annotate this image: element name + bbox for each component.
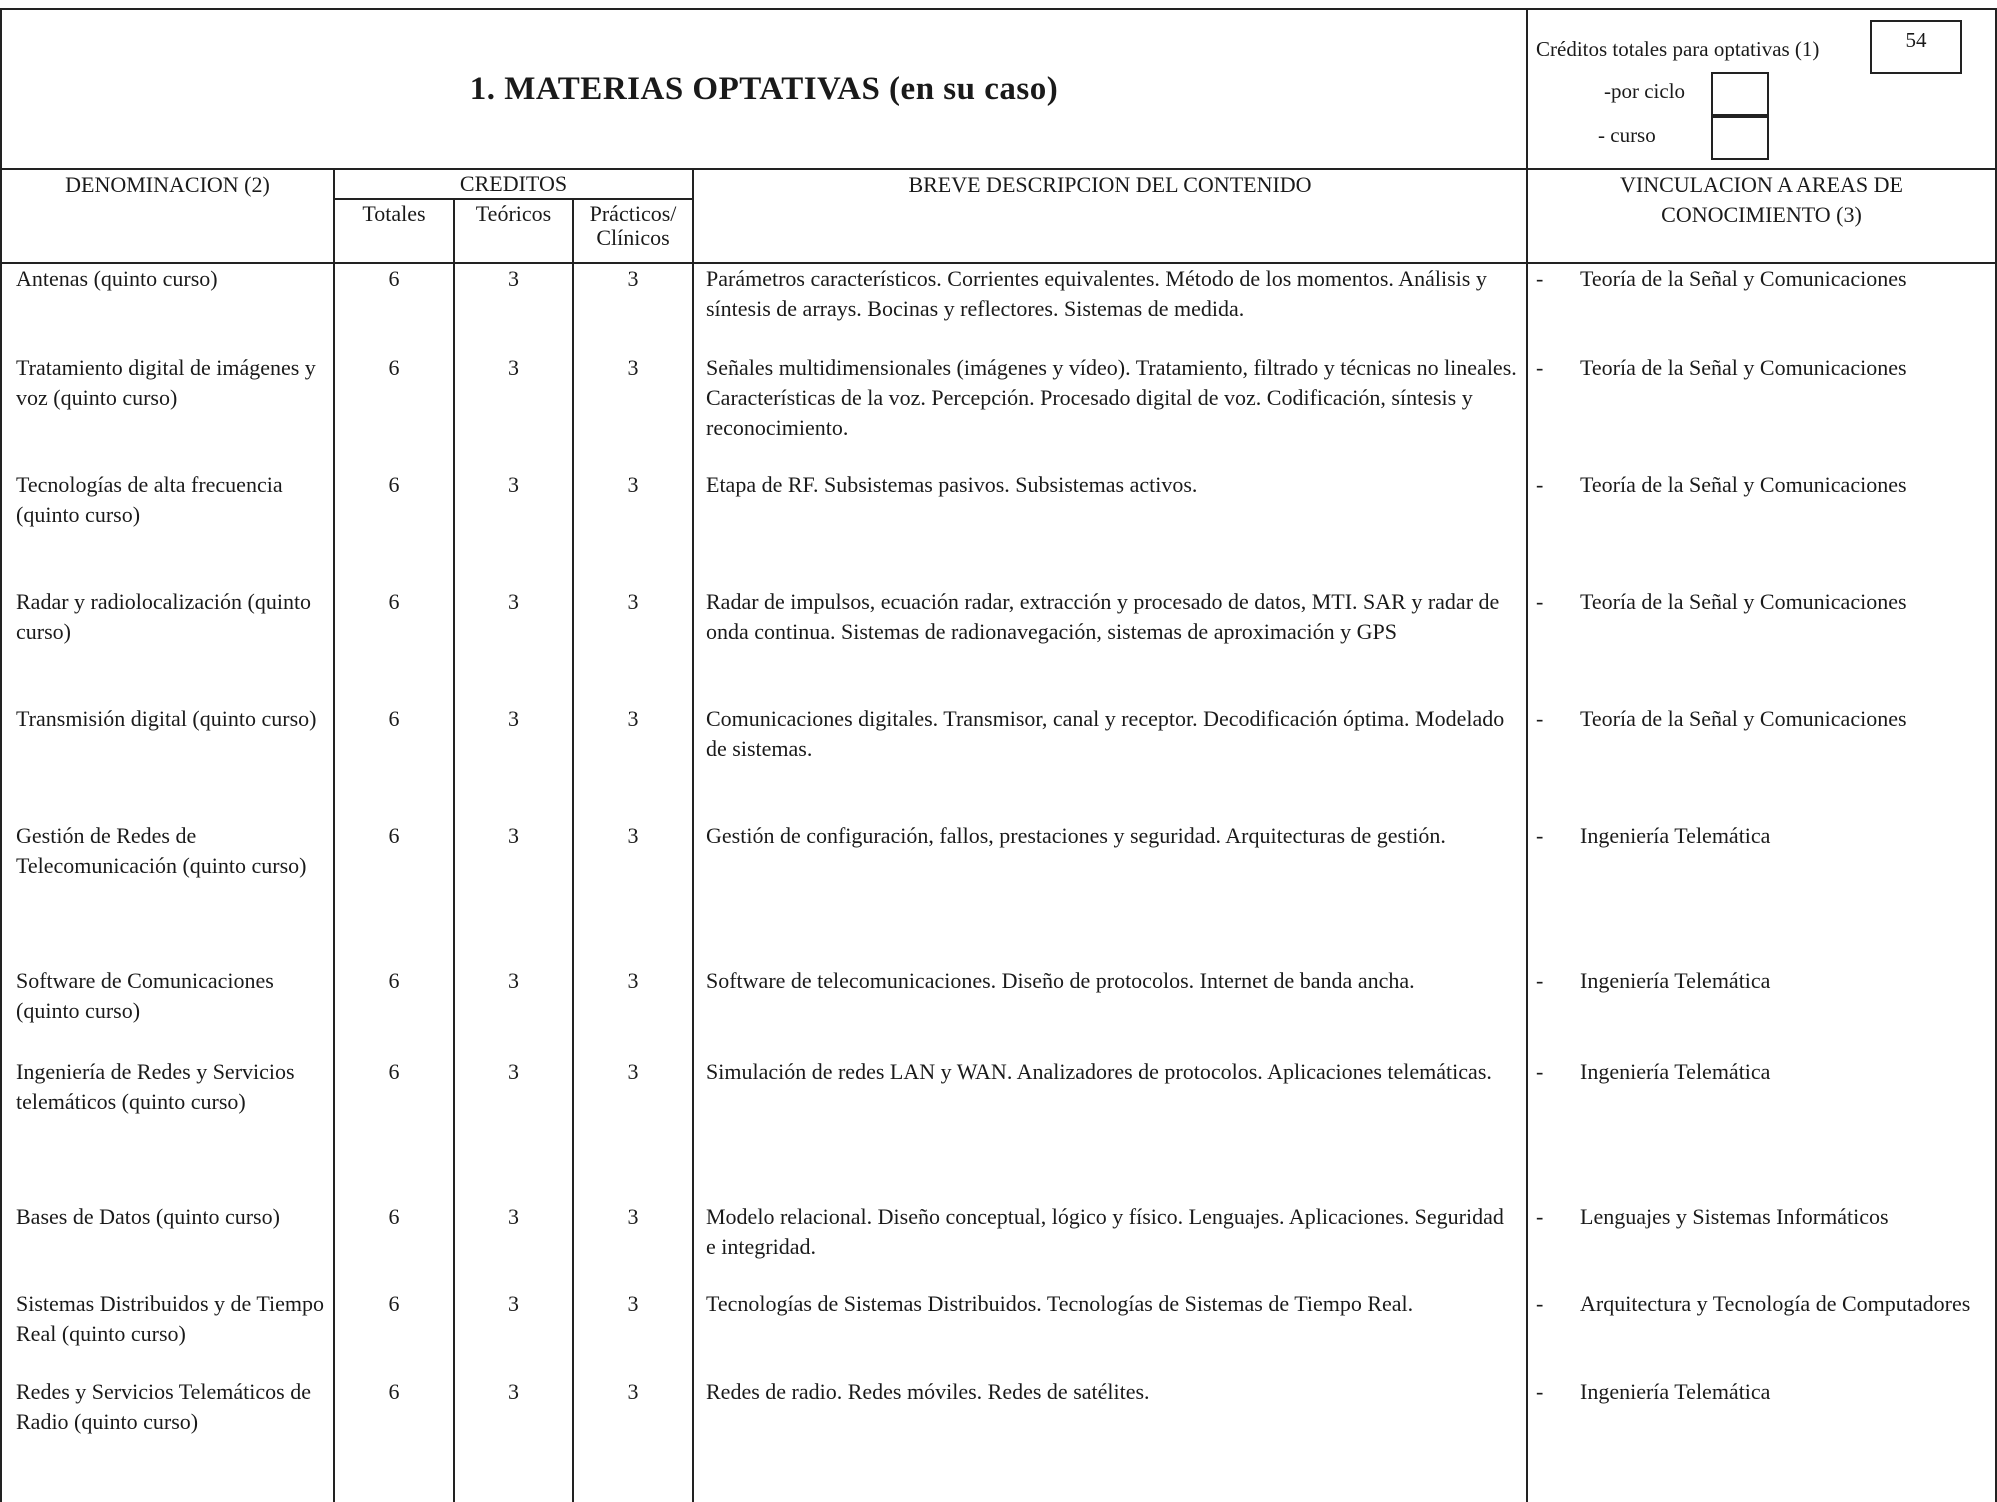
row-area: Ingeniería Telemática: [1580, 968, 1771, 993]
row-name: Ingeniería de Redes y Servicios telemáticos (quinto curso): [1, 1057, 334, 1202]
col-practicos: Prácticos/ Clínicos: [572, 200, 692, 262]
row-practicos: 3: [573, 704, 693, 821]
row-teoricos: 3: [454, 704, 573, 821]
row-area-cell: [1527, 704, 1996, 821]
row-practicos: 3: [573, 587, 693, 704]
header-row: [1, 9, 1996, 169]
col-teoricos: Teóricos: [453, 200, 572, 262]
row-area-cell: [1527, 1057, 1996, 1202]
col-denominacion: DENOMINACION (2): [1, 169, 334, 263]
document-sheet: [0, 8, 1997, 1502]
row-teoricos: 3: [454, 966, 573, 1057]
col-vinculacion: VINCULACION A AREAS DE CONOCIMIENTO (3): [1527, 169, 1996, 263]
table-row: [1, 821, 1996, 966]
col-descripcion: BREVE DESCRIPCION DEL CONTENIDO: [693, 169, 1527, 263]
row-dash: -: [1536, 1291, 1544, 1316]
row-totales: 6: [334, 1377, 454, 1502]
table-row: [1, 263, 1996, 353]
row-area: Arquitectura y Tecnología de Computadores: [1580, 1291, 1971, 1316]
row-totales: 6: [334, 704, 454, 821]
row-area: Lenguajes y Sistemas Informáticos: [1580, 1204, 1889, 1229]
por-ciclo-box: [1711, 72, 1769, 118]
row-area: Teoría de la Señal y Comunicaciones: [1580, 472, 1907, 497]
creditos-totales-box: 54: [1870, 20, 1962, 74]
page-title: 1. MATERIAS OPTATIVAS (en su caso): [1, 9, 1527, 169]
row-totales: 6: [334, 470, 454, 587]
row-area-cell: [1527, 353, 1996, 470]
row-practicos: 3: [573, 1057, 693, 1202]
table-row: [1, 966, 1996, 1057]
row-name: Redes y Servicios Telemáticos de Radio (quinto curso): [1, 1377, 334, 1502]
row-teoricos: 3: [454, 1377, 573, 1502]
row-totales: 6: [334, 821, 454, 966]
row-totales: 6: [334, 966, 454, 1057]
row-name: Software de Comunicaciones (quinto curso): [1, 966, 334, 1057]
row-description: Modelo relacional. Diseño conceptual, lógico y físico. Lenguajes. Aplicaciones. Seguridad e integridad.: [693, 1202, 1527, 1289]
credits-summary: [1527, 9, 1996, 169]
row-area: Teoría de la Señal y Comunicaciones: [1580, 266, 1907, 291]
row-practicos: 3: [573, 263, 693, 353]
row-description: Redes de radio. Redes móviles. Redes de satélites.: [693, 1377, 1527, 1502]
curso-box: [1711, 114, 1769, 160]
row-area-cell: [1527, 1377, 1996, 1502]
row-description: Comunicaciones digitales. Transmisor, canal y receptor. Decodificación óptima. Modelado de sistemas.: [693, 704, 1527, 821]
row-description: Simulación de redes LAN y WAN. Analizadores de protocolos. Aplicaciones telemáticas.: [693, 1057, 1527, 1202]
row-practicos: 3: [573, 1289, 693, 1377]
row-area-cell: [1527, 587, 1996, 704]
table-row: [1, 1057, 1996, 1202]
row-practicos: 3: [573, 1377, 693, 1502]
row-dash: -: [1536, 1204, 1544, 1229]
row-name: Gestión de Redes de Telecomunicación (quinto curso): [1, 821, 334, 966]
row-area: Teoría de la Señal y Comunicaciones: [1580, 706, 1907, 731]
row-description: Tecnologías de Sistemas Distribuidos. Tecnologías de Sistemas de Tiempo Real.: [693, 1289, 1527, 1377]
row-name: Transmisión digital (quinto curso): [1, 704, 334, 821]
table-row: [1, 470, 1996, 587]
table-row: [1, 1377, 1996, 1502]
row-totales: 6: [334, 353, 454, 470]
row-dash: -: [1536, 266, 1544, 291]
row-teoricos: 3: [454, 1202, 573, 1289]
row-dash: -: [1536, 1059, 1544, 1084]
row-totales: 6: [334, 263, 454, 353]
row-area-cell: [1527, 966, 1996, 1057]
row-dash: -: [1536, 589, 1544, 614]
row-name: Tecnologías de alta frecuencia (quinto curso): [1, 470, 334, 587]
row-practicos: 3: [573, 1202, 693, 1289]
row-practicos: 3: [573, 966, 693, 1057]
row-dash: -: [1536, 706, 1544, 731]
row-totales: 6: [334, 587, 454, 704]
row-description: Etapa de RF. Subsistemas pasivos. Subsistemas activos.: [693, 470, 1527, 587]
row-area: Teoría de la Señal y Comunicaciones: [1580, 355, 1907, 380]
row-area: Ingeniería Telemática: [1580, 823, 1771, 848]
row-totales: 6: [334, 1289, 454, 1377]
row-area-cell: [1527, 1289, 1996, 1377]
row-name: Tratamiento digital de imágenes y voz (quinto curso): [1, 353, 334, 470]
row-practicos: 3: [573, 821, 693, 966]
table-row: [1, 1289, 1996, 1377]
row-teoricos: 3: [454, 587, 573, 704]
row-name: Bases de Datos (quinto curso): [1, 1202, 334, 1289]
row-area-cell: [1527, 1202, 1996, 1289]
row-area: Ingeniería Telemática: [1580, 1059, 1771, 1084]
row-teoricos: 3: [454, 263, 573, 353]
row-area-cell: [1527, 263, 1996, 353]
col-totales: Totales: [362, 201, 426, 226]
table-row: [1, 1202, 1996, 1289]
row-dash: -: [1536, 823, 1544, 848]
row-description: Radar de impulsos, ecuación radar, extracción y procesado de datos, MTI. SAR y radar de onda continua. Sistemas de radionavegación, sistemas de aproximación y GPS: [693, 587, 1527, 704]
table-row: [1, 353, 1996, 470]
row-area: Ingeniería Telemática: [1580, 1379, 1771, 1404]
row-dash: -: [1536, 1379, 1544, 1404]
row-practicos: 3: [573, 353, 693, 470]
row-area-cell: [1527, 470, 1996, 587]
row-name: Sistemas Distribuidos y de Tiempo Real (quinto curso): [1, 1289, 334, 1377]
row-totales: 6: [334, 1057, 454, 1202]
row-teoricos: 3: [454, 353, 573, 470]
por-ciclo-label: -por ciclo: [1604, 79, 1686, 103]
row-dash: -: [1536, 968, 1544, 993]
creditos-totales-label: Créditos totales para optativas (1): [1536, 37, 1820, 61]
row-description: Gestión de configuración, fallos, prestaciones y seguridad. Arquitecturas de gestión.: [693, 821, 1527, 966]
col-creditos: CREDITOS: [335, 170, 692, 200]
row-practicos: 3: [573, 470, 693, 587]
table-row: [1, 704, 1996, 821]
row-dash: -: [1536, 355, 1544, 380]
row-name: Antenas (quinto curso): [1, 263, 334, 353]
row-dash: -: [1536, 472, 1544, 497]
table-row: [1, 587, 1996, 704]
row-totales: 6: [334, 1202, 454, 1289]
row-description: Parámetros característicos. Corrientes equivalentes. Método de los momentos. Análisis y síntesis de arrays. Bocinas y reflectores. Sistemas de medida.: [693, 263, 1527, 353]
row-area: Teoría de la Señal y Comunicaciones: [1580, 589, 1907, 614]
row-name: Radar y radiolocalización (quinto curso): [1, 587, 334, 704]
curso-label: - curso: [1598, 123, 1656, 147]
row-description: Señales multidimensionales (imágenes y vídeo). Tratamiento, filtrado y técnicas no lineales. Características de la voz. Percepción. Procesado digital de voz. Codificación, síntesis y reconocimiento.: [693, 353, 1527, 470]
row-description: Software de telecomunicaciones. Diseño de protocolos. Internet de banda ancha.: [693, 966, 1527, 1057]
col-creditos-group: [334, 169, 693, 263]
row-teoricos: 3: [454, 821, 573, 966]
row-teoricos: 3: [454, 1289, 573, 1377]
row-teoricos: 3: [454, 1057, 573, 1202]
column-header-row: [1, 169, 1996, 263]
materias-optativas-table: [0, 8, 1997, 1502]
row-area-cell: [1527, 821, 1996, 966]
row-teoricos: 3: [454, 470, 573, 587]
